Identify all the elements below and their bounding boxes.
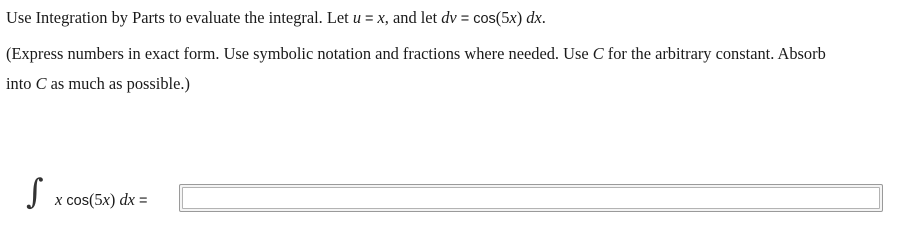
integrand-x: x [55, 190, 63, 209]
variable-u: u [352, 8, 362, 27]
differential-dx: dx [526, 8, 542, 27]
note-part2: for the arbitrary constant. Absorb [603, 44, 826, 63]
variable-dv: dv [441, 8, 457, 27]
answer-format-note-continued [6, 74, 190, 94]
variable-x: x [377, 8, 385, 27]
integrand-argument-variable: x [102, 190, 110, 209]
integral-expression [55, 190, 151, 211]
constant-c: C [35, 74, 47, 93]
constant-c: C [592, 44, 604, 63]
equals-sign: = [460, 11, 470, 27]
integrand-dx: dx [119, 190, 135, 209]
integral-equals: = [138, 193, 148, 209]
integrand-argument-close: ) [109, 190, 116, 209]
equals-sign: = [365, 11, 374, 27]
note-part4: as much as possible.) [46, 74, 190, 93]
instruction-prefix: Use Integration by Parts to evaluate the integral. Let [6, 8, 353, 27]
note-part1: (Express numbers in exact form. Use symbolic notation and fractions where needed. Use [6, 44, 593, 63]
answer-input[interactable] [182, 187, 880, 209]
instruction-mid: , and let [384, 8, 442, 27]
problem-instruction [6, 8, 546, 29]
argument-variable: x [509, 8, 517, 27]
instruction-end: . [541, 8, 546, 27]
integral-sign-icon: ∫ [26, 172, 44, 212]
cos-function: cos [473, 11, 496, 27]
cos-argument: (5 [495, 8, 510, 27]
integrand-cos: cos [66, 193, 89, 209]
integral-answer-row [26, 172, 906, 224]
argument-close: ) [516, 8, 523, 27]
integrand-argument: (5 [88, 190, 103, 209]
answer-field-frame [179, 184, 883, 212]
answer-format-note [6, 44, 826, 64]
note-part3: into [6, 74, 36, 93]
